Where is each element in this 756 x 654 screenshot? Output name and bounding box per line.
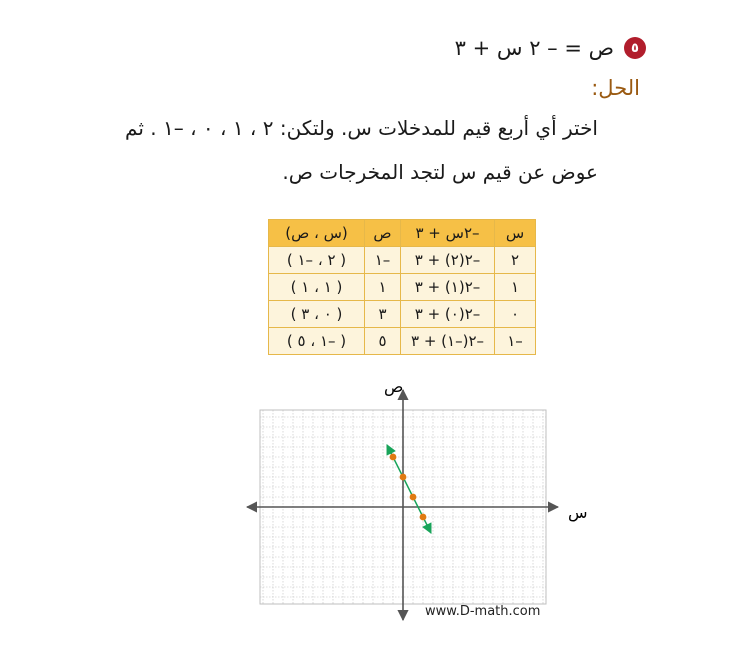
cell-x: ١ [495,274,536,301]
x-axis-label: س [568,503,588,522]
cell-y: ١ [365,274,401,301]
cell-x: ٢ [495,247,536,274]
instruction-line-1: اختر أي أربع قيم للمدخلات س. ولتكن: ٢ ، ١ ، ٠ ، –١ . ثم [125,116,598,140]
cell-pair: ( ٢ ، –١ ) [269,247,365,274]
axes [247,390,558,620]
cell-expression: –٢(–١) + ٣ [401,328,495,355]
data-point [410,494,417,501]
problem-equation: ص = – ٢ س + ٣ [454,36,614,60]
cell-pair: ( ١ ، ١ ) [269,274,365,301]
y-axis-label: ص [384,378,404,396]
header-y: ص [365,220,401,247]
cell-y: ٣ [365,301,401,328]
table-row [269,328,536,355]
cell-x: ٠ [495,301,536,328]
data-point [420,514,427,521]
coordinate-plane [238,378,588,626]
data-point [390,454,397,461]
solution-label: الحل: [591,76,640,100]
instruction-line-2: عوض عن قيم س لتجد المخرجات ص. [282,160,598,184]
table-row [269,274,536,301]
table-row [269,301,536,328]
cell-x: –١ [495,328,536,355]
cell-y: ٥ [365,328,401,355]
cell-y: –١ [365,247,401,274]
problem-statement [455,36,646,60]
data-point [400,474,407,481]
problem-number-badge: ٥ [624,37,646,59]
cell-pair: ( –١ ، ٥ ) [269,328,365,355]
cell-expression: –٢(١) + ٣ [401,274,495,301]
header-pair: (س ، ص) [269,220,365,247]
header-x: س [495,220,536,247]
cell-pair: ( ٠ ، ٣ ) [269,301,365,328]
header-expression: –٢س + ٣ [401,220,495,247]
cell-expression: –٢(٢) + ٣ [401,247,495,274]
cell-expression: –٢(٠) + ٣ [401,301,495,328]
table-header-row [269,220,536,247]
watermark-text: www.D-math.com [425,604,541,619]
values-table [268,219,536,355]
table-row [269,247,536,274]
